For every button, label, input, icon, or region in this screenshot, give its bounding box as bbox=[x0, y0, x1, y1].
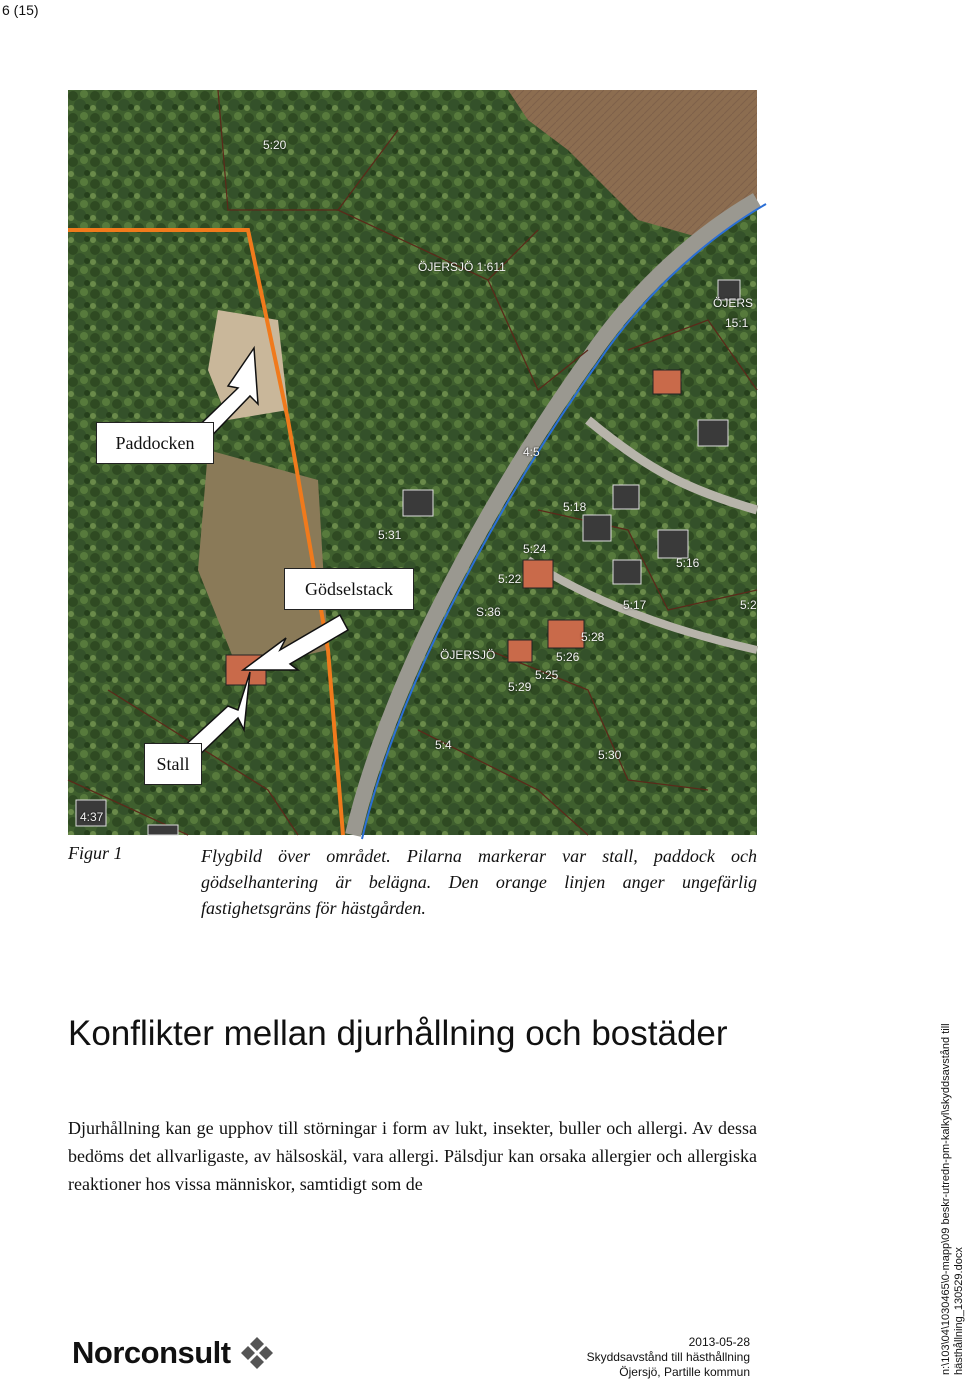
footer-meta bbox=[587, 1335, 750, 1380]
norconsult-diamond-icon bbox=[237, 1335, 277, 1371]
parcel-label: 5:2 bbox=[740, 598, 757, 612]
manure-callout: Gödselstack bbox=[284, 568, 414, 610]
parcel-label: 5:4 bbox=[435, 738, 452, 752]
figure-label: Figur 1 bbox=[68, 843, 123, 863]
parcel-label: ÖJERSJÖ 1:611 bbox=[418, 260, 506, 274]
parcel-label: 4:5 bbox=[523, 445, 540, 459]
parcel-label: 5:25 bbox=[535, 668, 559, 682]
parcel-label: 5:29 bbox=[508, 680, 532, 694]
aerial-map bbox=[68, 90, 757, 835]
parcel-label: 15:1 bbox=[725, 316, 749, 330]
footer-title: Skyddsavstånd till hästhållning bbox=[586, 1350, 750, 1364]
stable-callout: Stall bbox=[144, 743, 202, 785]
parcel-label: 5:30 bbox=[598, 748, 622, 762]
footer-location: Öjersjö, Partille kommun bbox=[619, 1365, 750, 1379]
parcel-label: 5:22 bbox=[498, 572, 522, 586]
figure-caption: Flygbild över området. Pilarna markerar var stall, paddock och gödselhantering är belägna. Den orange linjen anger ungefärlig fastighetsgräns för hästgården. bbox=[201, 846, 757, 918]
parcel-label: ÖJERSJÖ bbox=[440, 648, 496, 662]
parcel-label: S:36 bbox=[476, 605, 501, 619]
parcel-label: 5:20 bbox=[263, 138, 287, 152]
body-paragraph: Djurhållning kan ge upphov till störningar i form av lukt, insekter, buller och allergi. Av dessa bedöms det allvarligaste, av hälsoskäl, vara allergi. Pälsdjur kan orsaka allergier och allergiska reaktioner hos vissa människor, samtidigt som de bbox=[68, 1118, 757, 1194]
norconsult-logo bbox=[72, 1333, 292, 1373]
parcel-label: 5:24 bbox=[523, 542, 547, 556]
parcel-label: ÖJERS bbox=[713, 296, 754, 310]
footer-date: 2013-05-28 bbox=[688, 1335, 750, 1349]
page-number: 6 (15) bbox=[2, 2, 39, 18]
parcel-label: 5:17 bbox=[623, 598, 647, 612]
parcel-label: 5:28 bbox=[581, 630, 605, 644]
logo-text: Norconsult bbox=[72, 1335, 231, 1370]
section-heading: Konflikter mellan djurhållning och bostäder bbox=[68, 1014, 728, 1053]
parcel-label: 5:31 bbox=[378, 528, 402, 542]
parcel-label: 5:16 bbox=[676, 556, 700, 570]
parcel-label: 5:26 bbox=[556, 650, 580, 664]
paddock-callout: Paddocken bbox=[96, 422, 214, 464]
parcel-label: 4:37 bbox=[80, 810, 104, 824]
parcel-label: 5:18 bbox=[563, 500, 587, 514]
file-path: n:\103\04\1030465\0-mapp\09 beskr-utredn-pm-kalkyl\skyddsavstånd till hästhållning_130529.docx bbox=[940, 1023, 965, 1375]
